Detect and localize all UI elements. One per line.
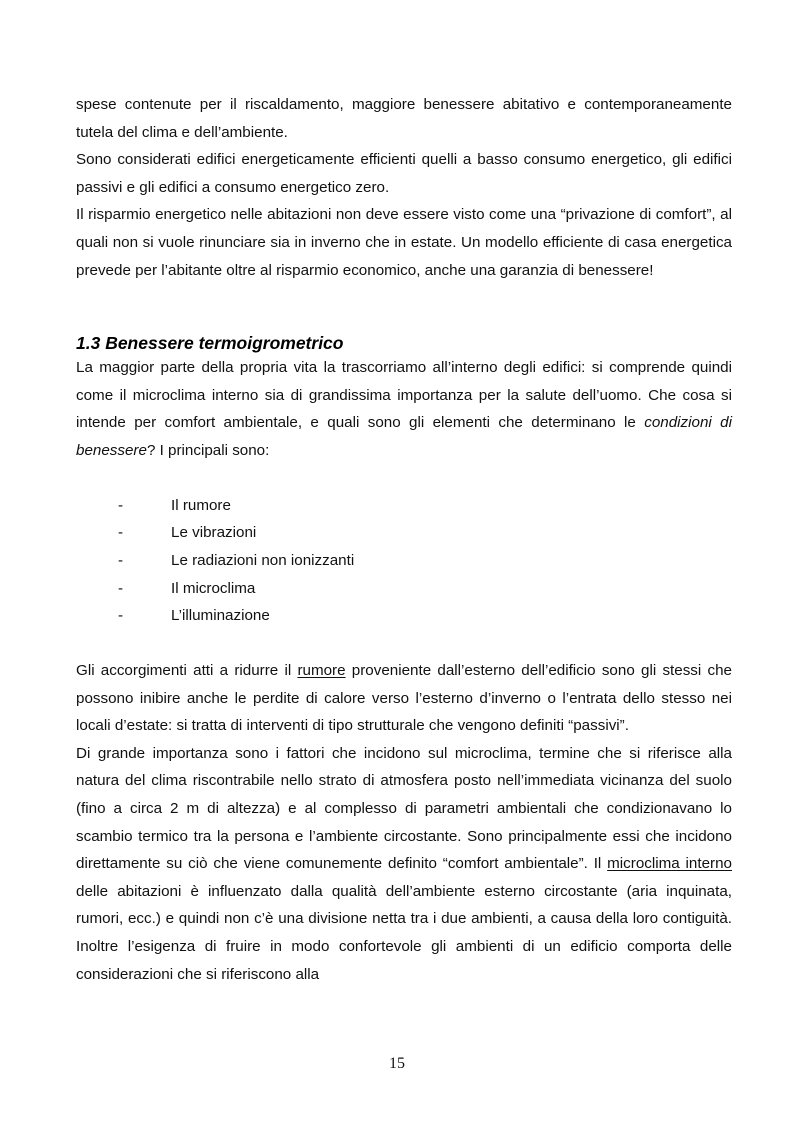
list-bullet: - [118, 607, 124, 625]
section-paragraph-2 [76, 657, 732, 740]
intro-paragraph-3: Il risparmio energetico nelle abitazioni non deve essere visto come una “privazione di comfort”, al quali non si vuole rinunciare sia in inverno che in estate. Un modello efficiente di casa energetica prevede per l’abitante oltre al risparmio economico, anche una garanzia di benessere! [76, 206, 732, 279]
section-paragraph-2-text-b: proveniente dall’esterno dell’edificio sono gli stessi che possono inibire anche le perdite di calore verso l’esterno d’inverno o l’entrata dello stesso nei locali d’estate: si tratta di interventi di tipo strutturale che vengono definiti “passivi”. [76, 662, 732, 735]
section-paragraph-1-text-b: ? I principali sono: [146, 441, 270, 459]
list-item-label: Le vibrazioni [171, 524, 257, 542]
list-bullet: - [118, 524, 124, 542]
underlined-rumore: rumore [297, 662, 346, 680]
section-paragraph-3-text-a: Di grande importanza sono i fattori che incidono sul microclima, termine che si riferisce alla natura del clima riscontrabile nello strato di atmosfera posto nell’immediata vicinanza del suolo (fino a circa 2 m di altezza) e al complesso di parametri ambientali che condizionavano lo scambio termico tra la persona e l’ambiente circostante. Sono principalmente essi che incidono direttamente su ciò che viene comunemente definito “comfort ambientale”. Il [76, 744, 732, 873]
list-item-label: Il rumore [171, 496, 231, 514]
list-item [76, 492, 732, 520]
list-item [76, 519, 732, 547]
section-paragraph-1 [76, 354, 732, 464]
list-item-label: L’illuminazione [171, 607, 270, 625]
list-bullet: - [118, 551, 124, 569]
section-paragraph-3 [76, 740, 732, 988]
factors-list [76, 492, 732, 631]
page-number: 15 [389, 1055, 405, 1072]
body-text [76, 91, 732, 988]
section-paragraph-3-text-b: delle abitazioni è influenzato dalla qualità dell’ambiente esterno circostante (aria inquinata, rumori, ecc.) e quindi non c’è una divisione netta tra i due ambienti, a causa della loro contiguità. Inoltre l’esigenza di fruire in modo confortevole gli ambienti di un edificio comporta delle considerazioni che si riferiscono alla [76, 882, 732, 983]
list-bullet: - [118, 579, 124, 597]
section-paragraph-1-text-a: La maggior parte della propria vita la trascorriamo all’interno degli edifici: si comprende quindi come il microclima interno sia di grandissima importanza per la salute dell’uomo. Che cosa si intende per comfort ambientale, e quali sono gli elementi che determinano le [76, 359, 732, 432]
list-bullet: - [118, 496, 124, 514]
intro-paragraph-1: spese contenute per il riscaldamento, maggiore benessere abitativo e contemporaneamente tutela del clima e dell’ambiente. [76, 96, 732, 141]
list-item [76, 575, 732, 603]
underlined-microclima-interno: microclima interno [607, 855, 732, 873]
emphasis-condizioni-di-benessere: condizioni di benessere [76, 414, 732, 459]
list-item [76, 547, 732, 575]
intro-paragraph-2: Sono considerati edifici energeticamente efficienti quelli a basso consumo energetico, gli edifici passivi e gli edifici a consumo energetico zero. [76, 151, 732, 196]
list-item [76, 602, 732, 630]
list-item-label: Le radiazioni non ionizzanti [171, 551, 355, 569]
section-paragraph-2-text-a: Gli accorgimenti atti a ridurre il [76, 662, 298, 680]
list-item-label: Il microclima [171, 579, 256, 597]
section-heading: 1.3 Benessere termoigrometrico [76, 333, 344, 354]
